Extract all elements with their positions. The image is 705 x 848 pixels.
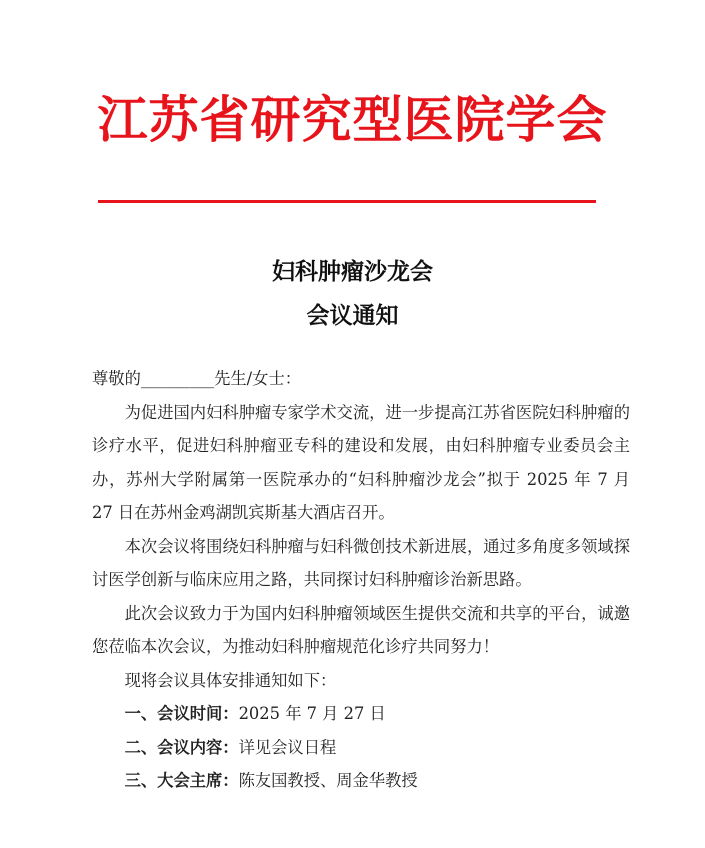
item-label: 一、会议时间： bbox=[124, 704, 239, 723]
item-label: 三、大会主席： bbox=[124, 771, 239, 790]
notice-title: 妇科肿瘤沙龙会 bbox=[272, 258, 433, 285]
item-value: 陈友国教授、周金华教授 bbox=[238, 771, 418, 790]
item-value: 2025 年 7 月 27 日 bbox=[238, 704, 386, 723]
paragraph-theme: 本次会议将围绕妇科肿瘤与妇科微创技术新进展，通过多角度多领域探讨医学创新与临床应用之路，共同探讨妇科肿瘤诊治新思路。 bbox=[92, 536, 630, 589]
notice-body bbox=[92, 362, 630, 798]
item-meeting-content bbox=[92, 731, 630, 765]
salutation: 尊敬的_________先生/女士： bbox=[92, 369, 302, 388]
paragraph-intro: 为促进国内妇科肿瘤专家学术交流，进一步提高江苏省医院妇科肿瘤的诊疗水平，促进妇科肿瘤亚专科的建设和发展，由妇科肿瘤专业委员会主办，苏州大学附属第一医院承办的“妇科肿瘤沙龙会”拟于 2025 年 7 月 27 日在苏州金鸡湖凯宾斯基大酒店召开。 bbox=[92, 402, 630, 522]
paragraph-invitation: 此次会议致力于为国内妇科肿瘤领域医生提供交流和共享的平台，诚邀您莅临本次会议，为推动妇科肿瘤规范化诊疗共同努力！ bbox=[92, 603, 630, 656]
paragraph-arrangement: 现将会议具体安排通知如下： bbox=[124, 670, 337, 690]
item-value: 详见会议日程 bbox=[238, 737, 337, 757]
notice-subtitle: 会议通知 bbox=[306, 302, 399, 329]
organization-title: 江苏省研究型医院学会 bbox=[97, 90, 608, 149]
item-chairmen bbox=[92, 764, 630, 798]
header-divider bbox=[98, 200, 596, 203]
item-label: 二、会议内容： bbox=[124, 737, 239, 757]
item-meeting-time bbox=[92, 697, 630, 731]
